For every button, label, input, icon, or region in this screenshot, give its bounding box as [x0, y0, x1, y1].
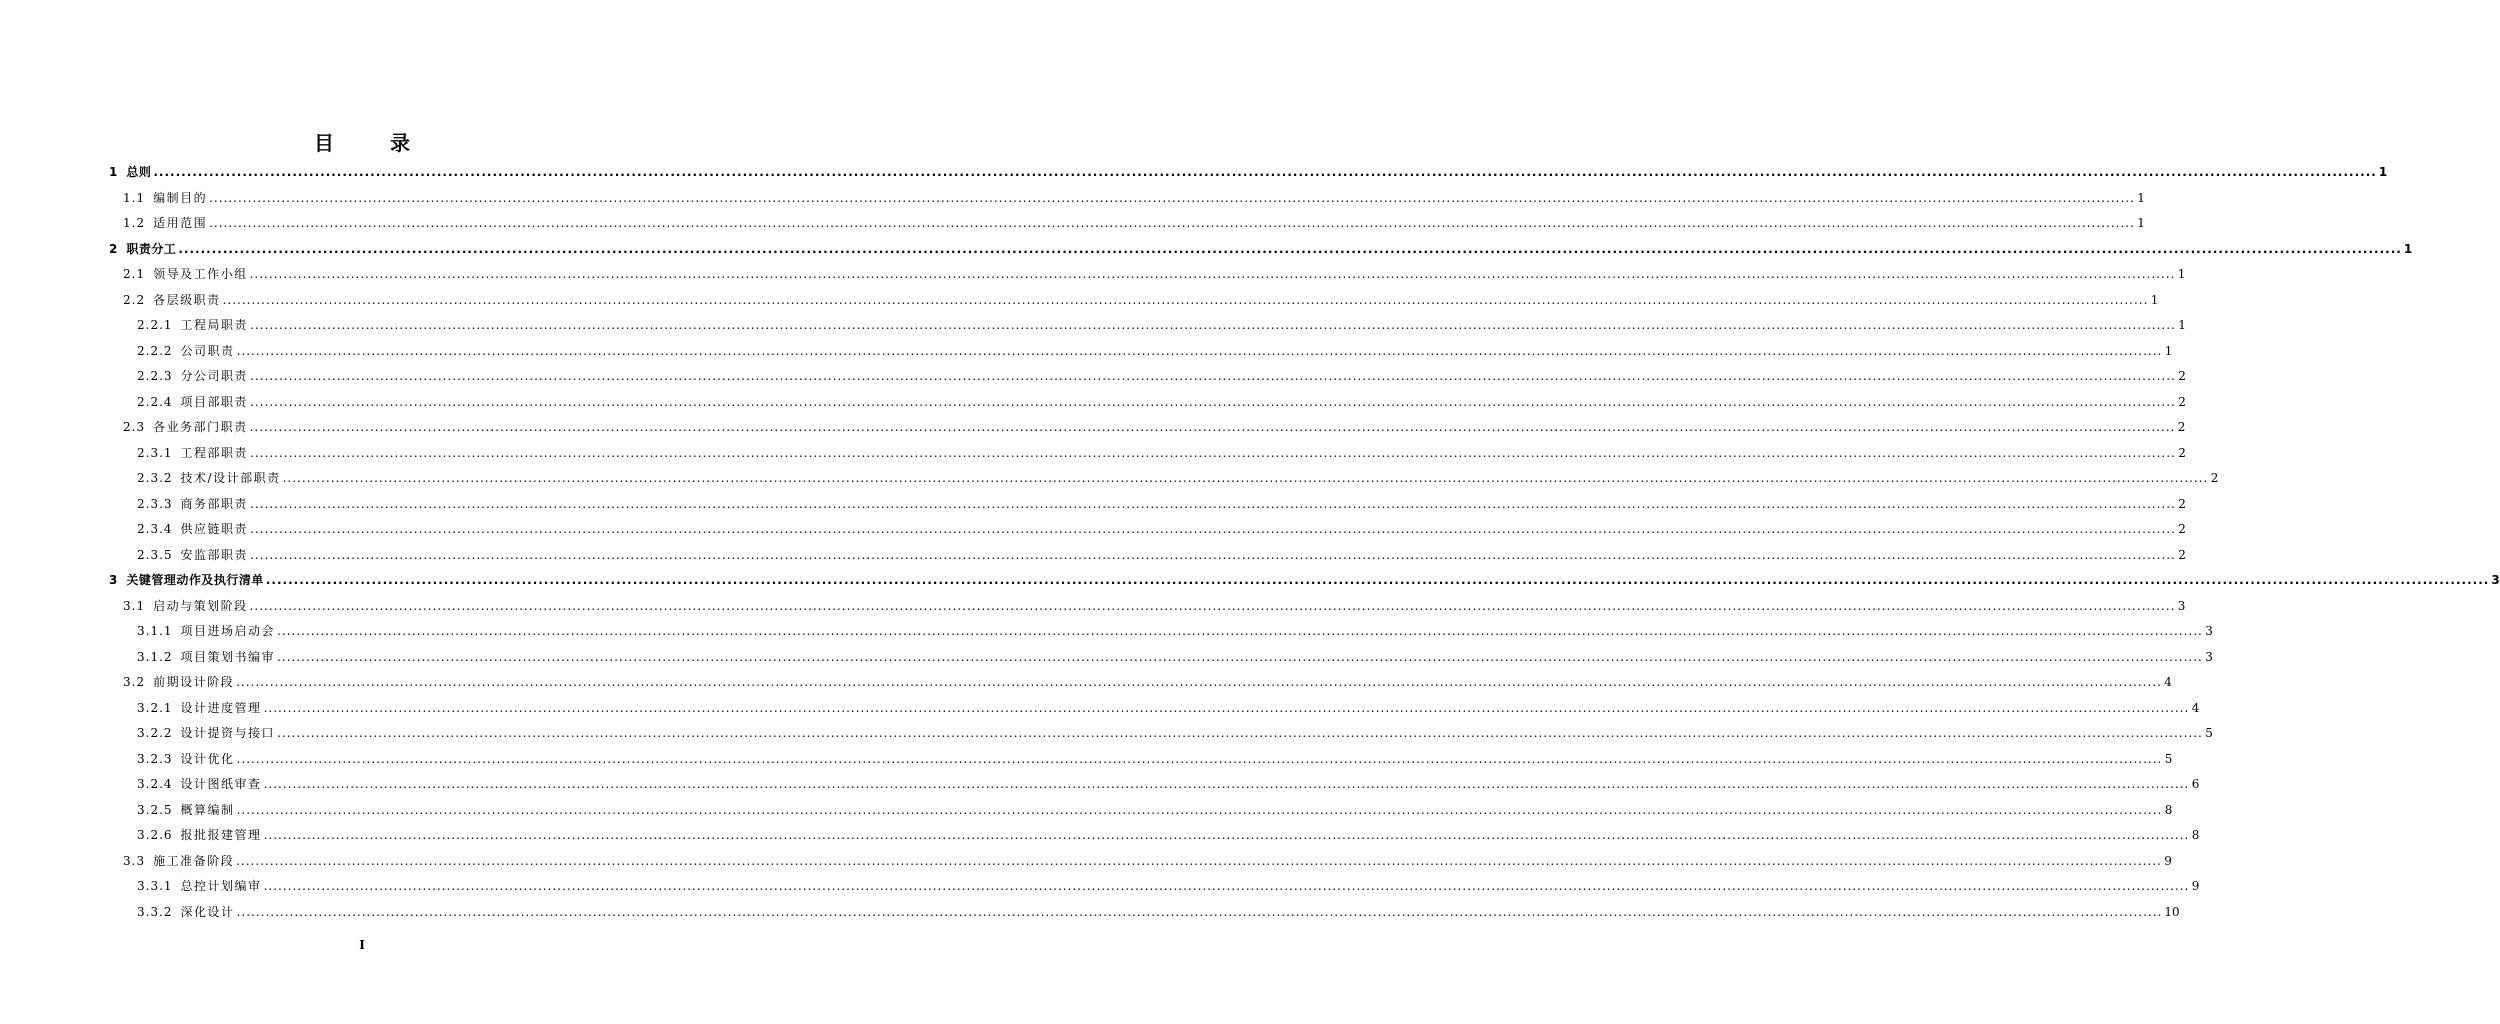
toc-leader-dots: ................................................................................................................................................................................................................................................................................................................................................................................................................	[265, 573, 2490, 587]
toc-entry-number: 2.2.1	[137, 318, 173, 332]
toc-entry-number: 1.1	[123, 190, 146, 205]
toc-entry-title: 报批报建管理	[180, 828, 262, 842]
toc-entry-page: 1	[2137, 190, 2145, 205]
toc-leader-dots: ................................................................................................................................................................................................................................................................................................................................................................................................................	[236, 751, 2163, 766]
toc-leader-dots: ................................................................................................................................................................................................................................................................................................................................................................................................................	[153, 165, 2377, 179]
toc-entry-page: 4	[2164, 675, 2172, 689]
toc-leader-dots: ................................................................................................................................................................................................................................................................................................................................................................................................................	[263, 700, 2190, 715]
toc-leader-dots: ................................................................................................................................................................................................................................................................................................................................................................................................................	[250, 394, 2176, 409]
toc-entry-page: 2	[2178, 445, 2186, 460]
toc-entry-title: 设计进度管理	[180, 700, 262, 715]
toc-entry-title: 前期设计阶段	[153, 675, 235, 689]
toc-entry-page: 2	[2177, 420, 2186, 434]
toc-entry-3-2[interactable]	[109, 670, 2172, 696]
toc-entry-title: 工程部职责	[180, 445, 249, 460]
toc-entry-number: 3.3.2	[137, 904, 173, 919]
toc-leader-dots: ................................................................................................................................................................................................................................................................................................................................................................................................................	[222, 292, 2149, 307]
toc-entry-page: 2	[2178, 547, 2186, 562]
toc-entry-number: 2.2.2	[137, 343, 173, 358]
toc-entry-title: 安监部职责	[180, 547, 249, 562]
toc-leader-dots: ................................................................................................................................................................................................................................................................................................................................................................................................................	[250, 445, 2176, 460]
toc-entry-number: 2.2.4	[137, 394, 173, 409]
toc-entry-3-1-1[interactable]	[109, 619, 2213, 645]
toc-leader-dots: ................................................................................................................................................................................................................................................................................................................................................................................................................	[250, 496, 2176, 511]
toc-title: 目 录	[314, 131, 428, 155]
toc-entry-2-2-3[interactable]	[109, 364, 2186, 390]
toc-entry-3-3[interactable]	[109, 849, 2172, 875]
toc-leader-dots: ................................................................................................................................................................................................................................................................................................................................................................................................................	[236, 853, 2162, 868]
toc-entry-2-3-5[interactable]	[109, 543, 2186, 569]
toc-entry-page: 1	[2178, 318, 2186, 332]
toc-leader-dots: ................................................................................................................................................................................................................................................................................................................................................................................................................	[209, 216, 2135, 230]
toc-entry-3-1[interactable]	[109, 594, 2186, 620]
toc-entry-title: 公司职责	[180, 343, 235, 358]
toc-entry-3-2-1[interactable]	[109, 696, 2200, 722]
toc-entry-page: 5	[2205, 726, 2213, 740]
toc-entry-number: 2.2.3	[137, 369, 173, 383]
toc-leader-dots: ................................................................................................................................................................................................................................................................................................................................................................................................................	[249, 598, 2176, 613]
toc-entry-number: 2.3	[123, 420, 146, 434]
toc-leader-dots: ................................................................................................................................................................................................................................................................................................................................................................................................................	[250, 318, 2176, 332]
toc-entry-title: 关键管理动作及执行清单	[126, 573, 264, 587]
toc-entry-number: 3.2.4	[137, 777, 173, 791]
toc-entry-number: 3.1	[123, 598, 146, 613]
toc-entry-title: 工程局职责	[180, 318, 249, 332]
toc-entry-page: 1	[2137, 216, 2145, 230]
toc-entry-title: 设计图纸审查	[180, 777, 262, 791]
toc-entry-number: 2.3.1	[137, 445, 173, 460]
toc-entry-3-2-6[interactable]	[109, 823, 2200, 849]
toc-entry-page: 3	[2177, 598, 2186, 613]
toc-leader-dots: ................................................................................................................................................................................................................................................................................................................................................................................................................	[250, 522, 2176, 536]
toc-entry-number: 3.2.5	[137, 802, 173, 817]
toc-entry-2-3-2[interactable]	[109, 466, 2219, 492]
toc-entry-page: 2	[2178, 369, 2186, 383]
toc-entry-page: 10	[2164, 904, 2180, 919]
toc-entry-title: 职责分工	[126, 241, 177, 256]
toc-entry-page: 1	[2177, 267, 2186, 281]
toc-leader-dots: ................................................................................................................................................................................................................................................................................................................................................................................................................	[277, 726, 2203, 740]
toc-entry-2-2[interactable]	[109, 288, 2159, 314]
toc-entry-title: 设计提资与接口	[180, 726, 276, 740]
toc-entry-number: 1	[109, 165, 119, 179]
toc-entry-title: 各层级职责	[153, 292, 221, 307]
toc-entry-title: 适用范围	[153, 216, 208, 230]
toc-entry-title: 项目策划书编审	[180, 649, 276, 664]
toc-entry-number: 3.2.1	[137, 700, 173, 715]
toc-entry-page: 8	[2191, 828, 2200, 842]
toc-entry-page: 3	[2491, 573, 2500, 587]
toc-entry-3-2-3[interactable]	[109, 747, 2173, 773]
toc-leader-dots: ................................................................................................................................................................................................................................................................................................................................................................................................................	[250, 369, 2176, 383]
toc-entry-number: 2.3.5	[137, 547, 173, 562]
toc-entry-2-2-1[interactable]	[109, 313, 2186, 339]
toc-entry-number: 3.2	[123, 675, 146, 689]
toc-entry-page: 1	[2164, 343, 2173, 358]
toc-leader-dots: ................................................................................................................................................................................................................................................................................................................................................................................................................	[277, 649, 2203, 664]
toc-entry-page: 2	[2178, 496, 2186, 511]
toc-entry-3-3-2[interactable]	[109, 900, 2180, 926]
toc-entry-3-2-4[interactable]	[109, 772, 2200, 798]
toc-entry-title: 供应链职责	[180, 522, 249, 536]
toc-leader-dots: ................................................................................................................................................................................................................................................................................................................................................................................................................	[263, 777, 2190, 791]
toc-entry-2-3-1[interactable]	[109, 441, 2186, 467]
toc-entry-title: 启动与策划阶段	[153, 598, 248, 613]
toc-entry-page: 1	[2378, 165, 2388, 179]
toc-leader-dots: ................................................................................................................................................................................................................................................................................................................................................................................................................	[249, 267, 2176, 281]
toc-entry-title: 商务部职责	[180, 496, 249, 511]
toc-entry-number: 2.3.3	[137, 496, 173, 511]
page-number: I	[359, 938, 365, 952]
toc-entry-number: 3.2.3	[137, 751, 173, 766]
toc-entry-page: 8	[2164, 802, 2173, 817]
table-of-contents	[109, 160, 2500, 925]
toc-leader-dots: ................................................................................................................................................................................................................................................................................................................................................................................................................	[249, 420, 2176, 434]
toc-entry-number: 2.3.4	[137, 522, 173, 536]
toc-entry-title: 总控计划编审	[180, 879, 262, 893]
toc-leader-dots: ................................................................................................................................................................................................................................................................................................................................................................................................................	[236, 802, 2163, 817]
toc-entry-number: 3.3	[123, 853, 146, 868]
toc-entry-title: 领导及工作小组	[153, 267, 248, 281]
toc-entry-2-1[interactable]	[109, 262, 2186, 288]
toc-entry-page: 1	[2403, 241, 2413, 256]
toc-entry-3-2-5[interactable]	[109, 798, 2173, 824]
toc-entry-title: 编制目的	[153, 190, 208, 205]
toc-entry-number: 3	[109, 573, 119, 587]
toc-entry-title: 施工准备阶段	[153, 853, 235, 868]
toc-entry-title: 各业务部门职责	[153, 420, 248, 434]
toc-entry-title: 项目进场启动会	[180, 624, 276, 638]
toc-entry-1[interactable]	[109, 160, 2388, 186]
toc-entry-page: 2	[2210, 471, 2219, 485]
toc-entry-page: 1	[2150, 292, 2159, 307]
toc-leader-dots: ................................................................................................................................................................................................................................................................................................................................................................................................................	[236, 904, 2163, 919]
toc-entry-title: 总则	[126, 165, 152, 179]
toc-leader-dots: ................................................................................................................................................................................................................................................................................................................................................................................................................	[250, 547, 2176, 562]
toc-entry-2-2-2[interactable]	[109, 339, 2173, 365]
toc-entry-1-1[interactable]	[109, 186, 2145, 212]
toc-entry-number: 2.3.2	[137, 471, 173, 485]
toc-leader-dots: ................................................................................................................................................................................................................................................................................................................................................................................................................	[277, 624, 2203, 638]
toc-entry-1-2[interactable]	[109, 211, 2145, 237]
toc-entry-number: 1.2	[123, 216, 146, 230]
toc-entry-number: 2	[109, 241, 119, 256]
toc-entry-page: 3	[2205, 624, 2213, 638]
toc-entry-page: 4	[2191, 700, 2200, 715]
toc-leader-dots: ................................................................................................................................................................................................................................................................................................................................................................................................................	[236, 343, 2163, 358]
toc-entry-number: 3.2.2	[137, 726, 173, 740]
toc-leader-dots: ................................................................................................................................................................................................................................................................................................................................................................................................................	[178, 241, 2402, 256]
toc-entry-number: 2.1	[123, 267, 146, 281]
toc-entry-title: 项目部职责	[180, 394, 249, 409]
toc-entry-page: 2	[2178, 394, 2186, 409]
toc-entry-2-3-3[interactable]	[109, 492, 2186, 518]
toc-entry-2-2-4[interactable]	[109, 390, 2186, 416]
toc-entry-page: 9	[2164, 853, 2172, 868]
toc-entry-page: 2	[2178, 522, 2186, 536]
toc-entry-number: 3.3.1	[137, 879, 173, 893]
toc-leader-dots: ................................................................................................................................................................................................................................................................................................................................................................................................................	[236, 675, 2162, 689]
toc-entry-number: 3.1.1	[137, 624, 173, 638]
toc-entry-page: 9	[2191, 879, 2200, 893]
toc-entry-3[interactable]	[109, 568, 2500, 594]
toc-entry-2-3[interactable]	[109, 415, 2186, 441]
toc-entry-number: 3.1.2	[137, 649, 173, 664]
toc-entry-number: 3.2.6	[137, 828, 173, 842]
toc-entry-title: 概算编制	[180, 802, 235, 817]
toc-leader-dots: ................................................................................................................................................................................................................................................................................................................................................................................................................	[282, 471, 2209, 485]
toc-entry-3-1-2[interactable]	[109, 645, 2213, 671]
toc-entry-2-3-4[interactable]	[109, 517, 2186, 543]
toc-entry-2[interactable]	[109, 237, 2413, 263]
toc-leader-dots: ................................................................................................................................................................................................................................................................................................................................................................................................................	[263, 828, 2190, 842]
toc-leader-dots: ................................................................................................................................................................................................................................................................................................................................................................................................................	[263, 879, 2190, 893]
toc-entry-page: 6	[2191, 777, 2200, 791]
toc-entry-page: 3	[2205, 649, 2213, 664]
toc-entry-3-2-2[interactable]	[109, 721, 2213, 747]
toc-entry-title: 设计优化	[180, 751, 235, 766]
toc-leader-dots: ................................................................................................................................................................................................................................................................................................................................................................................................................	[209, 190, 2135, 205]
toc-entry-title: 深化设计	[180, 904, 235, 919]
toc-entry-title: 技术/设计部职责	[180, 471, 281, 485]
toc-entry-number: 2.2	[123, 292, 146, 307]
toc-entry-page: 5	[2164, 751, 2173, 766]
toc-entry-3-3-1[interactable]	[109, 874, 2200, 900]
toc-entry-title: 分公司职责	[180, 369, 249, 383]
